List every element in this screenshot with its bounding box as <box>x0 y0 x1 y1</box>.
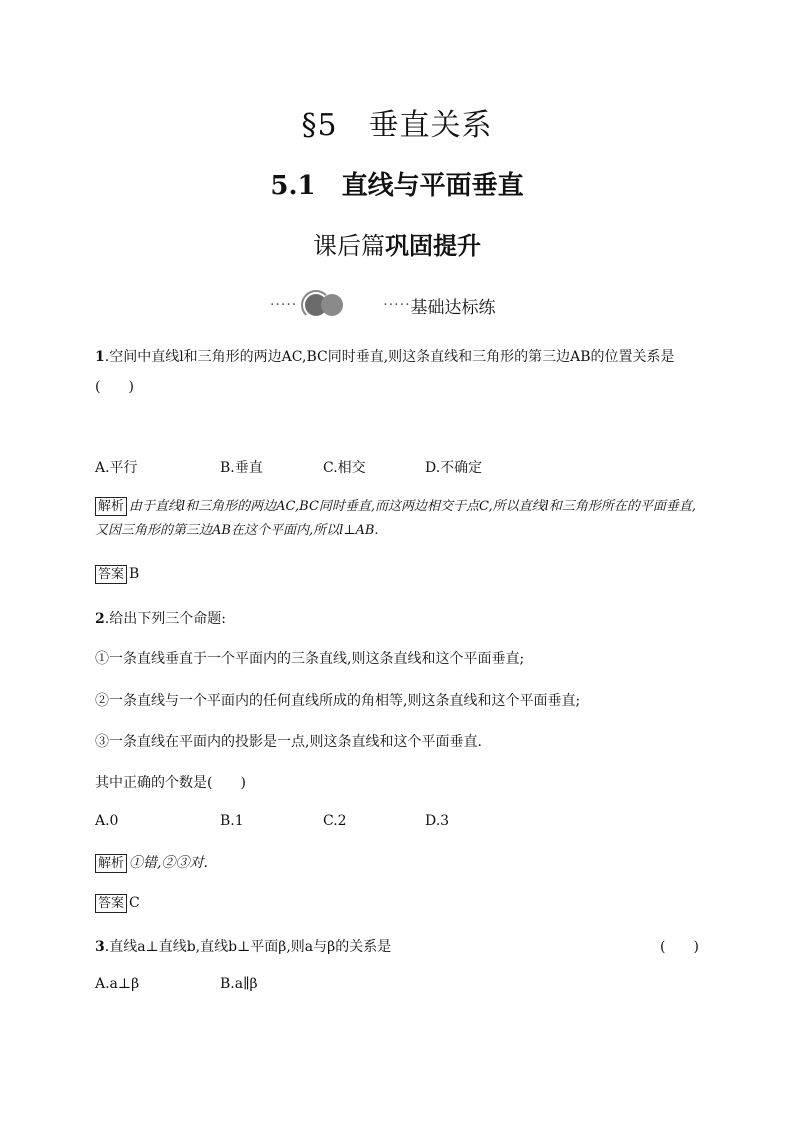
q1-option-c: C.相交 <box>323 460 366 476</box>
analysis-tag: 解析 <box>95 854 127 873</box>
banner-dots-left: ····· <box>270 297 298 313</box>
banner-label: 基础达标练 <box>410 297 496 318</box>
banner-dots-right: ····· <box>383 297 411 313</box>
question-1-answer <box>95 565 139 584</box>
q2-option-c: C.2 <box>323 813 347 829</box>
subtitle-plain: 课后篇 <box>313 232 385 260</box>
q3-option-a: A.a⊥β <box>95 976 140 992</box>
question-3-blank: ( ) <box>660 939 699 955</box>
q1-option-a: A.平行 <box>95 460 138 476</box>
answer-tag: 答案 <box>95 894 127 913</box>
analysis-tag: 解析 <box>95 497 127 516</box>
statement-3: ③一条直线在平面内的投影是一点,则这条直线和这个平面垂直. <box>95 734 482 750</box>
subtitle <box>0 226 794 261</box>
question-1-number: 1 <box>95 349 105 365</box>
question-1-blank: ( ) <box>95 379 134 395</box>
question-2-answer <box>95 894 140 913</box>
section-banner <box>270 290 496 320</box>
analysis-text: ①错,②③对. <box>129 855 208 871</box>
question-1-text: .空间中直线l和三角形的两边AC,BC同时垂直,则这条直线和三角形的第三边AB的位置关系是 <box>104 349 675 365</box>
chapter-title: §5 垂直关系 <box>301 108 493 143</box>
q3-option-b: B.a∥β <box>220 976 258 992</box>
question-2-analysis <box>95 852 208 873</box>
analysis-text: 由于直线l和三角形的两边AC,BC同时垂直,而这两边相交于点C,所以直线l和三角形所在的平面垂直,又因三角形的第三边AB在这个平面内,所以l⊥AB. <box>95 499 696 538</box>
q1-option-d: D.不确定 <box>425 460 483 476</box>
answer-text: B <box>129 566 140 582</box>
question-2-text: .给出下列三个命题: <box>104 611 226 627</box>
section-title: 5.1 直线与平面垂直 <box>270 171 524 201</box>
q2-option-b: B.1 <box>220 813 244 829</box>
q2-option-d: D.3 <box>425 813 450 829</box>
question-3-text: .直线a⊥直线b,直线b⊥平面β,则a与β的关系是 <box>104 939 392 955</box>
statement-2: ②一条直线与一个平面内的任何直线所成的角相等,则这条直线和这个平面垂直; <box>95 693 581 709</box>
subtitle-bold: 巩固提升 <box>385 231 481 260</box>
question-2-number: 2 <box>95 611 105 627</box>
question-3-stem <box>95 936 391 956</box>
q2-option-a: A.0 <box>95 813 119 829</box>
answer-tag: 答案 <box>95 565 127 584</box>
statement-1: ①一条直线垂直于一个平面内的三条直线,则这条直线和这个平面垂直; <box>95 651 525 667</box>
question-2-question: 其中正确的个数是( ) <box>95 775 246 791</box>
q1-option-b: B.垂直 <box>220 460 263 476</box>
question-1-analysis <box>95 495 705 543</box>
question-3-number: 3 <box>95 939 105 955</box>
answer-text: C <box>129 895 140 911</box>
question-1-stem <box>95 346 675 366</box>
question-2-stem <box>95 608 226 628</box>
double-circle-icon <box>303 292 351 318</box>
